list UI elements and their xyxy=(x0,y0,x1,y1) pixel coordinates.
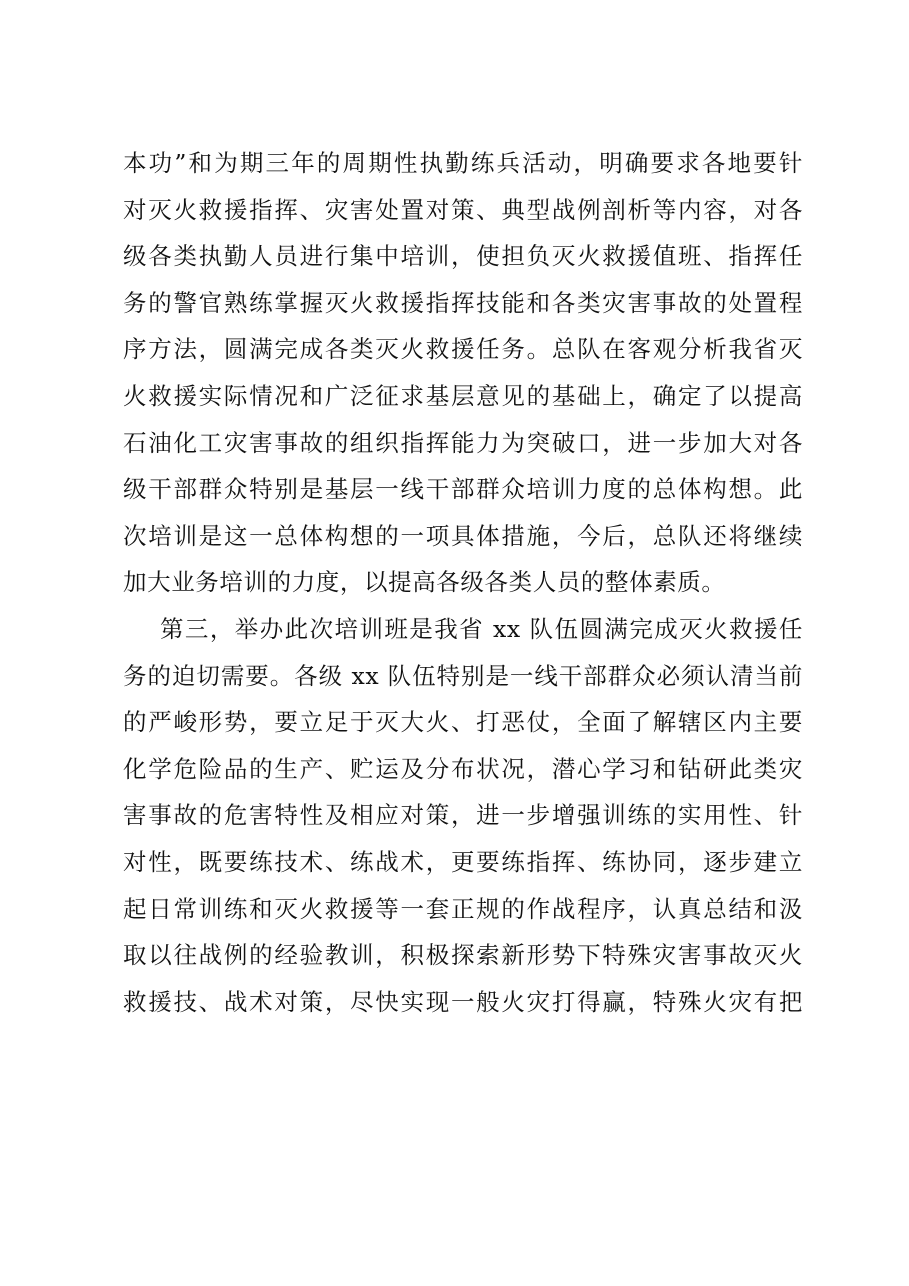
text-line: 次培训是这一总体构想的一项具体措施，今后，总队还将继续 xyxy=(123,521,803,550)
text-line: 取以往战例的经验教训，积极探索新形势下特殊灾害事故灭火 xyxy=(123,941,803,970)
text-line: 级各类执勤人员进行集中培训，使担负灭火救援值班、指挥任 xyxy=(123,242,803,271)
text-line: 务的迫切需要。各级 xx 队伍特别是一线干部群众必须认清当前 xyxy=(123,661,803,690)
text-line: 害事故的危害特性及相应对策，进一步增强训练的实用性、针 xyxy=(123,801,803,830)
text-line: 石油化工灾害事故的组织指挥能力为突破口，进一步加大对各 xyxy=(123,428,803,457)
text-line: 第三，举办此次培训班是我省 xx 队伍圆满完成灭火救援任 xyxy=(160,614,803,643)
text-line: 化学危险品的生产、贮运及分布状况，潜心学习和钻研此类灾 xyxy=(123,754,803,783)
text-line: 级干部群众特别是基层一线干部群众培训力度的总体构想。此 xyxy=(123,475,803,504)
body-text xyxy=(123,140,803,1025)
text-line: 火救援实际情况和广泛征求基层意见的基础上，确定了以提高 xyxy=(123,381,803,410)
text-line: 务的警官熟练掌握灭火救援指挥技能和各类灾害事故的处置程 xyxy=(123,288,803,317)
paragraph-2 xyxy=(123,606,803,1025)
text-line: 加大业务培训的力度，以提高各级各类人员的整体素质。 xyxy=(123,568,726,597)
text-line: 对灭火救援指挥、灾害处置对策、典型战例剖析等内容，对各 xyxy=(123,195,803,224)
text-line: 的严峻形势，要立足于灭大火、打恶仗，全面了解辖区内主要 xyxy=(123,708,803,737)
text-line: 对性，既要练技术、练战术，更要练指挥、练协同，逐步建立 xyxy=(123,847,803,876)
text-line: 序方法，圆满完成各类灭火救援任务。总队在客观分析我省灭 xyxy=(123,335,803,364)
paragraph-1 xyxy=(123,140,803,606)
text-line: 本功”和为期三年的周期性执勤练兵活动，明确要求各地要针 xyxy=(123,149,803,177)
text-line: 起日常训练和灭火救援等一套正规的作战程序，认真总结和汲 xyxy=(123,894,803,923)
text-line: 救援技、战术对策，尽快实现一般火灾打得赢，特殊火灾有把 xyxy=(123,987,803,1016)
